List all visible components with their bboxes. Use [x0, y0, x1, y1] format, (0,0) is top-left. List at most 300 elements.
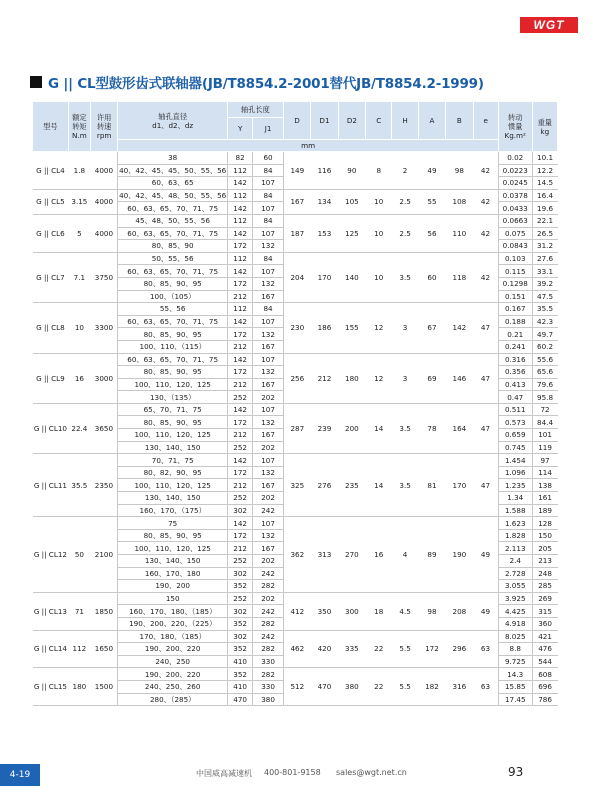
cell-torque: 7.1 [68, 252, 90, 302]
cell-e: 42 [473, 252, 498, 302]
table-body [33, 152, 558, 706]
header-C: C [366, 102, 392, 140]
cell-h: 2.5 [392, 214, 418, 252]
cell-y: 172 [227, 416, 252, 429]
cell-b: 108 [446, 189, 473, 214]
cell-j1: 132 [253, 466, 284, 479]
cell-d2: 270 [338, 517, 365, 593]
cell-y: 212 [227, 542, 252, 555]
cell-inertia: 0.0843 [498, 240, 532, 253]
cell-d1: 134 [311, 189, 338, 214]
cell-d1: 470 [311, 668, 338, 706]
header-e: e [473, 102, 498, 140]
cell-y: 172 [227, 529, 252, 542]
cell-e: 47 [473, 403, 498, 453]
footer-phone: 400-801-9158 [264, 768, 321, 777]
cell-d1: 276 [311, 454, 338, 517]
table-row [33, 517, 558, 530]
cell-y: 470 [227, 693, 252, 706]
cell-weight: 205 [532, 542, 557, 555]
cell-a: 60 [418, 252, 445, 302]
cell-bore: 100、（105） [118, 290, 228, 303]
cell-speed: 1650 [90, 630, 117, 668]
cell-weight: 114 [532, 466, 557, 479]
cell-inertia: 2.4 [498, 555, 532, 568]
cell-y: 252 [227, 441, 252, 454]
cell-bore: 60、63、65、70、71、75 [118, 202, 228, 215]
cell-j1: 167 [253, 340, 284, 353]
cell-inertia: 0.0223 [498, 164, 532, 177]
table-row [33, 189, 558, 202]
cell-e: 42 [473, 152, 498, 190]
cell-weight: 55.6 [532, 353, 557, 366]
cell-weight: 544 [532, 655, 557, 668]
cell-inertia: 0.02 [498, 152, 532, 165]
cell-weight: 31.2 [532, 240, 557, 253]
table-row [33, 303, 558, 316]
cell-d: 512 [283, 668, 310, 706]
cell-bore: 130、（135） [118, 391, 228, 404]
cell-inertia: 0.0378 [498, 189, 532, 202]
cell-inertia: 0.075 [498, 227, 532, 240]
page-number: 93 [508, 765, 524, 779]
cell-e: 47 [473, 303, 498, 353]
cell-inertia: 0.188 [498, 315, 532, 328]
cell-b: 170 [446, 454, 473, 517]
header-inertia: 转动 惯量 Kg.m² [498, 102, 532, 152]
cell-j1: 60 [253, 152, 284, 165]
cell-c: 18 [366, 592, 392, 630]
cell-inertia: 14.3 [498, 668, 532, 681]
cell-y: 172 [227, 240, 252, 253]
cell-j1: 202 [253, 391, 284, 404]
cell-d: 462 [283, 630, 310, 668]
cell-speed: 2350 [90, 454, 117, 517]
table-row [33, 592, 558, 605]
cell-weight: 84.4 [532, 416, 557, 429]
cell-y: 112 [227, 214, 252, 227]
cell-a: 182 [418, 668, 445, 706]
cell-e: 42 [473, 189, 498, 214]
cell-model: G || CL13 [33, 592, 69, 630]
cell-j1: 242 [253, 504, 284, 517]
cell-bore: 100、110、（115） [118, 340, 228, 353]
cell-bore: 130、140、150 [118, 492, 228, 505]
cell-d1: 420 [311, 630, 338, 668]
cell-inertia: 0.21 [498, 328, 532, 341]
table-row [33, 214, 558, 227]
cell-weight: 26.5 [532, 227, 557, 240]
cell-weight: 10.1 [532, 152, 557, 165]
cell-b: 110 [446, 214, 473, 252]
cell-weight: 150 [532, 529, 557, 542]
cell-weight: 119 [532, 441, 557, 454]
cell-weight: 786 [532, 693, 557, 706]
cell-torque: 180 [68, 668, 90, 706]
cell-j1: 107 [253, 454, 284, 467]
cell-bore: 80、85、90、95 [118, 277, 228, 290]
cell-weight: 47.5 [532, 290, 557, 303]
cell-y: 112 [227, 164, 252, 177]
cell-inertia: 2.113 [498, 542, 532, 555]
cell-d2: 300 [338, 592, 365, 630]
cell-e: 63 [473, 668, 498, 706]
cell-y: 142 [227, 403, 252, 416]
cell-torque: 10 [68, 303, 90, 353]
cell-j1: 132 [253, 328, 284, 341]
cell-inertia: 0.115 [498, 265, 532, 278]
cell-c: 10 [366, 189, 392, 214]
cell-torque: 50 [68, 517, 90, 593]
cell-j1: 167 [253, 378, 284, 391]
cell-d1: 239 [311, 403, 338, 453]
cell-speed: 2100 [90, 517, 117, 593]
cell-j1: 107 [253, 353, 284, 366]
cell-model: G || CL12 [33, 517, 69, 593]
cell-j1: 84 [253, 189, 284, 202]
cell-bore: 150 [118, 592, 228, 605]
spec-table [32, 101, 558, 706]
cell-y: 142 [227, 227, 252, 240]
header-torque: 额定 转矩 N.m [68, 102, 90, 152]
cell-bore: 75 [118, 517, 228, 530]
cell-a: 69 [418, 353, 445, 403]
cell-a: 89 [418, 517, 445, 593]
cell-bore: 60、63、65、70、71、75 [118, 353, 228, 366]
cell-speed: 4000 [90, 189, 117, 214]
page-title: G || CL型鼓形齿式联轴器(JB/T8854.2-2001替代JB/T8854.2-1999) [48, 76, 484, 92]
cell-inertia: 0.511 [498, 403, 532, 416]
cell-weight: 14.5 [532, 177, 557, 190]
cell-y: 352 [227, 580, 252, 593]
table-row [33, 353, 558, 366]
cell-weight: 16.4 [532, 189, 557, 202]
cell-bore: 130、140、150 [118, 441, 228, 454]
header-D1: D1 [311, 102, 338, 140]
cell-y: 142 [227, 177, 252, 190]
cell-model: G || CL7 [33, 252, 69, 302]
cell-d: 230 [283, 303, 310, 353]
cell-bore: 80、85、90、95 [118, 529, 228, 542]
cell-d: 412 [283, 592, 310, 630]
cell-j1: 107 [253, 517, 284, 530]
cell-bore: 160、170、180、（185） [118, 605, 228, 618]
cell-weight: 19.6 [532, 202, 557, 215]
cell-c: 14 [366, 454, 392, 517]
cell-bore: 80、85、90 [118, 240, 228, 253]
cell-y: 142 [227, 454, 252, 467]
cell-j1: 132 [253, 529, 284, 542]
cell-y: 142 [227, 265, 252, 278]
cell-j1: 330 [253, 680, 284, 693]
cell-y: 302 [227, 567, 252, 580]
cell-bore: 190、200、220 [118, 643, 228, 656]
cell-e: 49 [473, 592, 498, 630]
cell-inertia: 0.0245 [498, 177, 532, 190]
cell-b: 190 [446, 517, 473, 593]
cell-c: 12 [366, 303, 392, 353]
cell-y: 112 [227, 189, 252, 202]
cell-y: 212 [227, 429, 252, 442]
section-title [30, 72, 484, 92]
cell-j1: 380 [253, 693, 284, 706]
cell-torque: 3.15 [68, 189, 90, 214]
cell-bore: 80、85、90、95 [118, 416, 228, 429]
cell-inertia: 0.356 [498, 366, 532, 379]
cell-a: 67 [418, 303, 445, 353]
cell-b: 164 [446, 403, 473, 453]
section-number: 4-19 [0, 764, 40, 786]
cell-e: 47 [473, 454, 498, 517]
cell-y: 252 [227, 391, 252, 404]
cell-weight: 27.6 [532, 252, 557, 265]
cell-c: 10 [366, 214, 392, 252]
cell-model: G || CL14 [33, 630, 69, 668]
cell-bore: 60、63、65、70、71、75 [118, 315, 228, 328]
cell-inertia: 0.0663 [498, 214, 532, 227]
cell-torque: 112 [68, 630, 90, 668]
cell-y: 410 [227, 680, 252, 693]
table-row [33, 630, 558, 643]
cell-b: 118 [446, 252, 473, 302]
cell-inertia: 1.588 [498, 504, 532, 517]
cell-y: 252 [227, 555, 252, 568]
cell-a: 172 [418, 630, 445, 668]
footer-company: 中国威高减速机 [196, 769, 252, 778]
cell-a: 81 [418, 454, 445, 517]
cell-inertia: 1.623 [498, 517, 532, 530]
cell-j1: 107 [253, 403, 284, 416]
cell-torque: 35.5 [68, 454, 90, 517]
cell-torque: 22.4 [68, 403, 90, 453]
cell-inertia: 0.241 [498, 340, 532, 353]
cell-h: 5.5 [392, 630, 418, 668]
cell-model: G || CL10 [33, 403, 69, 453]
cell-c: 8 [366, 152, 392, 190]
cell-bore: 40、42、45、45、50、55、56 [119, 165, 227, 175]
cell-j1: 167 [253, 290, 284, 303]
cell-bore: 60、63、65、70、71、75 [118, 265, 228, 278]
cell-inertia: 2.728 [498, 567, 532, 580]
cell-bore: 65、70、71、75 [118, 403, 228, 416]
cell-inertia: 9.725 [498, 655, 532, 668]
cell-h: 2.5 [392, 189, 418, 214]
cell-y: 212 [227, 378, 252, 391]
cell-j1: 242 [253, 630, 284, 643]
cell-weight: 128 [532, 517, 557, 530]
header-B: B [446, 102, 473, 140]
cell-y: 302 [227, 605, 252, 618]
cell-weight: 213 [532, 555, 557, 568]
cell-bore: 280、（285） [118, 693, 228, 706]
header-J1: J1 [253, 118, 284, 140]
cell-y: 252 [227, 592, 252, 605]
cell-e: 42 [473, 214, 498, 252]
cell-inertia: 3.925 [498, 592, 532, 605]
cell-y: 112 [227, 252, 252, 265]
cell-c: 22 [366, 630, 392, 668]
header-A: A [418, 102, 445, 140]
cell-d1: 186 [311, 303, 338, 353]
cell-d: 149 [283, 152, 310, 190]
cell-d2: 125 [338, 214, 365, 252]
cell-weight: 35.5 [532, 303, 557, 316]
cell-d2: 90 [338, 152, 365, 190]
cell-d2: 105 [338, 189, 365, 214]
cell-h: 3 [392, 353, 418, 403]
cell-inertia: 1.235 [498, 479, 532, 492]
cell-inertia: 0.103 [498, 252, 532, 265]
cell-model: G || CL5 [33, 189, 69, 214]
cell-inertia: 0.316 [498, 353, 532, 366]
cell-j1: 132 [253, 277, 284, 290]
cell-bore: 190、200 [118, 580, 228, 593]
cell-a: 98 [418, 592, 445, 630]
cell-j1: 107 [253, 227, 284, 240]
cell-d: 325 [283, 454, 310, 517]
cell-speed: 4000 [90, 214, 117, 252]
brand-logo: WGT [520, 17, 578, 33]
cell-y: 212 [227, 340, 252, 353]
cell-bore: 55、56 [118, 303, 228, 316]
table-row [33, 403, 558, 416]
cell-d2: 140 [338, 252, 365, 302]
cell-inertia: 0.413 [498, 378, 532, 391]
cell-d: 187 [283, 214, 310, 252]
cell-j1: 242 [253, 567, 284, 580]
cell-weight: 421 [532, 630, 557, 643]
cell-y: 142 [227, 315, 252, 328]
cell-j1: 167 [253, 479, 284, 492]
cell-inertia: 0.167 [498, 303, 532, 316]
cell-inertia: 4.918 [498, 617, 532, 630]
cell-h: 4 [392, 517, 418, 593]
cell-y: 252 [227, 492, 252, 505]
cell-d2: 200 [338, 403, 365, 453]
cell-inertia: 15.85 [498, 680, 532, 693]
cell-weight: 269 [532, 592, 557, 605]
cell-d2: 180 [338, 353, 365, 403]
cell-weight: 33.1 [532, 265, 557, 278]
cell-inertia: 4.425 [498, 605, 532, 618]
footer-email: sales@wgt.net.cn [336, 768, 407, 777]
cell-speed: 1850 [90, 592, 117, 630]
cell-bore: 240、250、260 [118, 680, 228, 693]
cell-d1: 313 [311, 517, 338, 593]
cell-d: 167 [283, 189, 310, 214]
cell-j1: 84 [253, 164, 284, 177]
cell-speed: 4000 [90, 152, 117, 190]
cell-weight: 189 [532, 504, 557, 517]
cell-weight: 696 [532, 680, 557, 693]
cell-j1: 84 [253, 252, 284, 265]
cell-d1: 350 [311, 592, 338, 630]
cell-weight: 79.6 [532, 378, 557, 391]
cell-a: 56 [418, 214, 445, 252]
cell-inertia: 0.745 [498, 441, 532, 454]
cell-y: 352 [227, 668, 252, 681]
cell-bore: 40、42、45、48、50、55、56 [119, 191, 227, 201]
cell-bore: 80、82、90、95 [118, 466, 228, 479]
cell-speed: 3000 [90, 353, 117, 403]
cell-h: 4.5 [392, 592, 418, 630]
cell-inertia: 1.096 [498, 466, 532, 479]
cell-h: 3 [392, 303, 418, 353]
table-row [33, 152, 558, 165]
cell-b: 316 [446, 668, 473, 706]
cell-bore: 160、170、180 [118, 567, 228, 580]
cell-d1: 212 [311, 353, 338, 403]
cell-weight: 248 [532, 567, 557, 580]
cell-bore: 100、110、120、125 [118, 429, 228, 442]
cell-weight: 161 [532, 492, 557, 505]
cell-torque: 71 [68, 592, 90, 630]
cell-c: 22 [366, 668, 392, 706]
cell-h: 3.5 [392, 252, 418, 302]
cell-speed: 1500 [90, 668, 117, 706]
cell-bore: 70、71、75 [118, 454, 228, 467]
title-square-icon [30, 76, 42, 88]
cell-j1: 202 [253, 555, 284, 568]
cell-y: 172 [227, 277, 252, 290]
cell-d2: 380 [338, 668, 365, 706]
cell-b: 142 [446, 303, 473, 353]
cell-y: 302 [227, 630, 252, 643]
cell-bore: 160、170、（175） [118, 504, 228, 517]
cell-j1: 167 [253, 542, 284, 555]
cell-bore: 170、180、（185） [118, 630, 228, 643]
cell-bore: 190、200、220 [118, 668, 228, 681]
cell-bore: 240、250 [118, 655, 228, 668]
cell-d2: 335 [338, 630, 365, 668]
cell-inertia: 0.0433 [498, 202, 532, 215]
cell-inertia: 0.573 [498, 416, 532, 429]
cell-j1: 202 [253, 492, 284, 505]
cell-bore: 80、85、90、95 [118, 366, 228, 379]
cell-inertia: 3.055 [498, 580, 532, 593]
cell-y: 410 [227, 655, 252, 668]
cell-j1: 167 [253, 429, 284, 442]
cell-j1: 132 [253, 366, 284, 379]
cell-inertia: 1.454 [498, 454, 532, 467]
cell-y: 142 [227, 202, 252, 215]
cell-inertia: 0.47 [498, 391, 532, 404]
cell-inertia: 0.151 [498, 290, 532, 303]
cell-model: G || CL4 [33, 152, 69, 190]
cell-inertia: 8.025 [498, 630, 532, 643]
cell-h: 5.5 [392, 668, 418, 706]
cell-bore: 100、110、120、125 [118, 542, 228, 555]
cell-inertia: 8.8 [498, 643, 532, 656]
header-model: 型号 [33, 102, 69, 152]
header-D2: D2 [338, 102, 365, 140]
cell-bore: 38 [118, 152, 228, 165]
header-unit: mm [118, 140, 499, 152]
cell-weight: 72 [532, 403, 557, 416]
cell-d: 362 [283, 517, 310, 593]
cell-d1: 116 [311, 152, 338, 190]
cell-b: 146 [446, 353, 473, 403]
table-row [33, 668, 558, 681]
cell-torque: 1.8 [68, 152, 90, 190]
cell-d2: 235 [338, 454, 365, 517]
cell-weight: 101 [532, 429, 557, 442]
cell-weight: 39.2 [532, 277, 557, 290]
cell-h: 3.5 [392, 403, 418, 453]
cell-weight: 360 [532, 617, 557, 630]
cell-y: 212 [227, 479, 252, 492]
table-row [33, 454, 558, 467]
